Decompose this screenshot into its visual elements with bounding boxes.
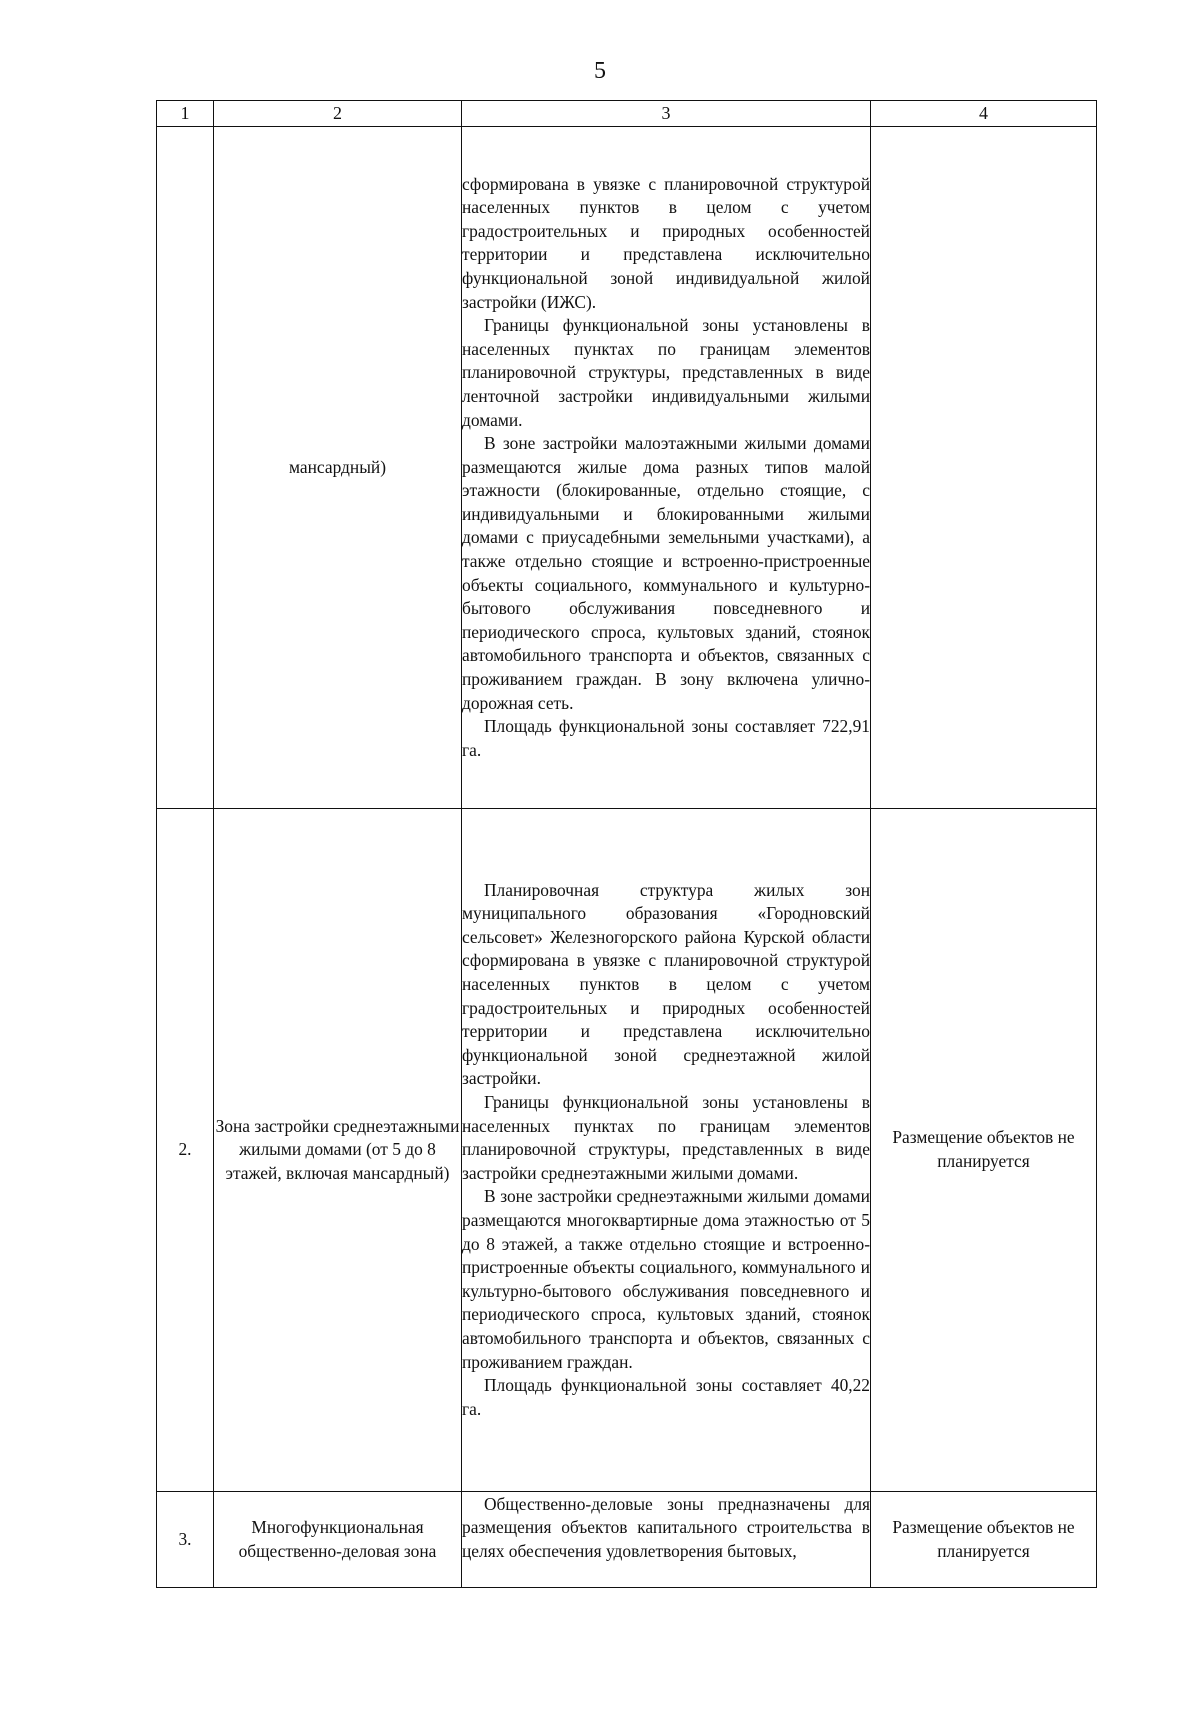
page-number: 5 — [594, 58, 606, 84]
row-number — [157, 127, 214, 809]
header-row — [157, 101, 1097, 127]
planned-objects: Размещение объектов не планируется — [871, 809, 1097, 1492]
description-paragraph: Площадь функциональной зоны составляет 722,91 га. — [462, 716, 870, 760]
description-paragraph: Границы функциональной зоны установлены в населенных пунктах по границам элементов планировочной структуры, представленных в виде застройки среднеэтажными жилыми домами. — [462, 1092, 870, 1183]
description-paragraph: Площадь функциональной зоны составляет 40,22 га. — [462, 1375, 870, 1419]
zones-table — [156, 100, 1097, 1588]
description-paragraph: Общественно-деловые зоны предназначены для размещения объектов капитального строительства в целях обеспечения удовлетворения бытовых, — [462, 1493, 870, 1561]
row-number: 2. — [157, 809, 214, 1492]
zone-name: Зона застройки среднеэтажными жилыми домами (от 5 до 8 этажей, включая мансардный) — [214, 809, 462, 1492]
planned-objects: Размещение объектов не планируется — [871, 1492, 1097, 1588]
column-header-1: 1 — [157, 101, 214, 127]
table-row — [157, 809, 1097, 1492]
zone-description — [462, 127, 871, 809]
table-row — [157, 127, 1097, 809]
column-header-4: 4 — [871, 101, 1097, 127]
zone-description — [462, 809, 871, 1492]
row-number: 3. — [157, 1492, 214, 1588]
description-paragraph: В зоне застройки малоэтажными жилыми домами размещаются жилые дома разных типов малой этажности (блокированные, отдельно стоящие, с индивидуальными и блокированными жилыми домами с приусадебными земельными участками), а также отдельно стоящие и встроенно-пристроенные объекты социального, коммунального и культурно-бытового обслуживания повседневного и периодического спроса, культовых зданий, стоянок автомобильного транспорта и объектов, связанных с проживанием граждан. В зону включена улично-дорожная сеть. — [462, 433, 870, 713]
table-row — [157, 1492, 1097, 1588]
column-header-2: 2 — [214, 101, 462, 127]
zone-name: Многофункциональная общественно-деловая зона — [214, 1492, 462, 1588]
description-paragraph: В зоне застройки среднеэтажными жилыми домами размещаются многоквартирные дома этажностью от 5 до 8 этажей, а также отдельно стоящие и встроенно-пристроенные объекты социального, коммунального и культурно-бытового обслуживания повседневного и периодического спроса, культовых зданий, стоянок автомобильного транспорта и объектов, связанных с проживанием граждан. — [462, 1186, 870, 1372]
planned-objects — [871, 127, 1097, 809]
description-paragraph: сформирована в увязке с планировочной структурой населенных пунктов в целом с учетом градостроительных и природных особенностей территории и представлена исключительно функциональной зоной индивидуальной жилой застройки (ИЖС). — [462, 173, 870, 312]
zone-description — [462, 1492, 871, 1588]
description-paragraph: Планировочная структура жилых зон муниципального образования «Городновский сельсовет» Железногорского района Курской области сформирована в увязке с планировочной структурой населенных пунктов в целом с учетом градостроительных и природных особенностей территории и представлена исключительно функциональной зоной среднеэтажной жилой застройки. — [462, 879, 870, 1089]
column-header-3: 3 — [462, 101, 871, 127]
zone-name: мансардный) — [214, 127, 462, 809]
description-paragraph: Границы функциональной зоны установлены в населенных пунктах по границам элементов планировочной структуры, представленных в виде ленточной застройки индивидуальными жилыми домами. — [462, 315, 870, 430]
